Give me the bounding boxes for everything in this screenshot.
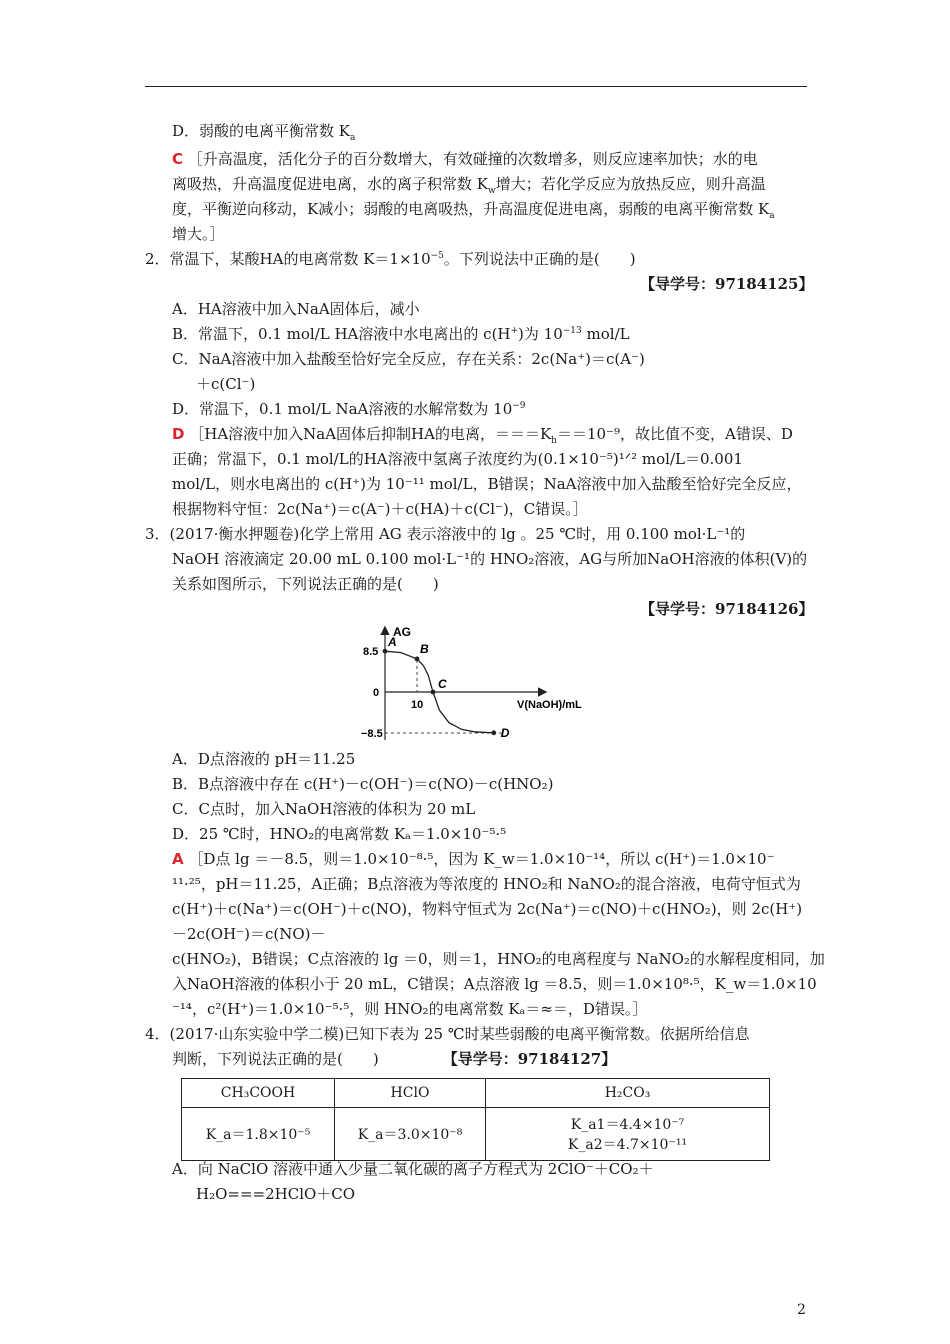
q2-option-c-cont: ＋c(Cl⁻) xyxy=(196,375,256,393)
q3-stem-line2: NaOH 溶液滴定 20.00 mL 0.100 mol·L⁻¹的 HNO₂溶液，AG与所加NaOH溶液的体积(V)的 xyxy=(172,550,808,568)
q1-explanation-line2: 离吸热，升高温度促进电离，水的离子积常数 $K_w$增大；若化学反应为放热反应，则升高温 xyxy=(172,175,766,196)
y-tick-zero: 0 xyxy=(373,687,380,699)
q4-stem-line1: 4．(2017·山东实验中学二模)已知下表为 25 ℃时某些弱酸的电离平衡常数。依据所给信息 xyxy=(145,1025,750,1043)
y-tick-top: 8.5 xyxy=(363,646,379,658)
q3-option-d: D．25 ℃时，HNO₂的电离常数 Kₐ＝1.0×10⁻⁵·⁵ xyxy=(172,825,507,843)
q3-explanation-line3: c(H⁺)＋c(Na⁺)＝c(OH⁻)＋c(NO)，物料守恒式为 2c(Na⁺)＝c(NO)＋c(HNO₂)，则 2c(H⁺) xyxy=(172,900,803,918)
table-cell-h2co3-ka2: K_a2＝4.7×10⁻¹¹ xyxy=(567,1137,688,1153)
q2-option-b: B．常温下，0.1 mol/L HA溶液中水电离出的 c(H+)为 $10^{-13}$ mol/L xyxy=(172,325,630,343)
point-D xyxy=(491,730,496,735)
point-C xyxy=(431,690,436,695)
q3-explanation-line6: 入NaOH溶液的体积小于 20 mL，C错误；A点溶液 lg ＝8.5，则＝1.0×10⁸·⁵，K_w＝1.0×10 xyxy=(172,975,817,993)
table-cell-ch3cooh-ka: K_a＝1.8×10⁻⁵ xyxy=(182,1108,335,1161)
q3-explanation-line1: A ［D点 lg ＝－8.5，则＝1.0×10⁻⁸·⁵，因为 K_w＝1.0×10⁻¹⁴，所以 c(H⁺)＝1.0×10⁻ xyxy=(172,850,775,868)
q2-explanation-line3: mol/L，则水电离出的 c(H⁺)为 10⁻¹¹ mol/L，B错误；NaA溶液中加入盐酸至恰好完全反应， xyxy=(172,475,802,493)
q1-answer-letter: C xyxy=(172,150,184,168)
point-B xyxy=(415,656,420,661)
q3-explanation-line4: －2c(OH⁻)＝c(NO)－ xyxy=(172,925,326,943)
y-axis-label: AG xyxy=(393,625,411,639)
table-cell-h2co3-ka xyxy=(486,1108,770,1161)
q3-option-c: C．C点时，加入NaOH溶液的体积为 20 mL xyxy=(172,800,476,818)
q3-stem-line1: 3．(2017·衡水押题卷)化学上常用 AG 表示溶液中的 lg 。25 ℃时，用 0.100 mol·L⁻¹的 xyxy=(145,525,746,543)
q2-explanation-line1: D ［HA溶液中加入NaA固体后抑制HA的电离，$===K_h==10^{-9}$，故比值不变，A错误、D xyxy=(172,425,793,446)
q3-explanation-line7: ⁻¹⁴，c²(H⁺)＝1.0×10⁻⁵·⁵，则 HNO₂的电离常数 Kₐ＝≈＝，D错误。］ xyxy=(172,1000,648,1018)
q3-stem-line3: 关系如图所示，下列说法正确的是( ) xyxy=(172,575,439,593)
q2-explanation-line2: 正确；常温下，0.1 mol/L的HA溶液中氢离子浓度约为(0.1×10⁻⁵)¹ᐟ² mol/L＝0.001 xyxy=(172,450,743,468)
header-rule xyxy=(145,86,807,87)
table-cell-hclo-ka: K_a＝3.0×10⁻⁸ xyxy=(335,1108,486,1161)
point-label-C: C xyxy=(438,677,447,691)
ionization-constant-table xyxy=(181,1078,770,1161)
q1-option-d: D．弱酸的电离平衡常数 $K_a$ xyxy=(172,122,356,143)
point-label-B: B xyxy=(420,641,429,656)
q2-option-a: A．HA溶液中加入NaA固体后，减小 xyxy=(172,300,420,318)
q1-explanation-line1: C ［升高温度，活化分子的百分数增大，有效碰撞的次数增多，则反应速率加快；水的电 xyxy=(172,150,758,168)
table-cell-h2co3-ka1: K_a1＝4.4×10⁻⁷ xyxy=(570,1117,685,1133)
q2-ref-number: 【导学号：97184125】 xyxy=(640,275,814,293)
q2-answer-letter: D xyxy=(172,425,185,443)
q3-option-a: A．D点溶液的 pH＝11.25 xyxy=(172,750,356,768)
table-header-h2co3: H₂CO₃ xyxy=(486,1079,770,1108)
q4-ref-number: 【导学号：97184127】 xyxy=(442,1050,617,1068)
q4-option-a: A．向 NaClO 溶液中通入少量二氧化碳的离子方程式为 2ClO⁻＋CO₂＋ xyxy=(172,1160,654,1178)
q3-option-b: B．B点溶液中存在 c(H⁺)－c(OH⁻)＝c(NO)－c(HNO₂) xyxy=(172,775,554,793)
q3-explanation-line2: ¹¹·²⁵，pH＝11.25，A正确；B点溶液为等浓度的 HNO₂和 NaNO₂的混合溶液，电荷守恒式为 xyxy=(172,875,801,893)
q2-option-c: C．NaA溶液中加入盐酸至恰好完全反应，存在关系：2c(Na⁺)＝c(A⁻) xyxy=(172,350,645,368)
q1-explanation-line4: 增大。］ xyxy=(172,225,225,243)
page-number: 2 xyxy=(797,1302,806,1318)
y-tick-bottom: −8.5 xyxy=(361,728,383,740)
point-A xyxy=(383,649,388,654)
x-axis-label: V(NaOH)/mL xyxy=(517,699,582,711)
q3-ref-number: 【导学号：97184126】 xyxy=(640,600,814,618)
table-header-ch3cooh: CH₃COOH xyxy=(182,1079,335,1108)
ag-titration-chart xyxy=(355,622,605,746)
x-tick-10: 10 xyxy=(411,699,424,711)
q2-explanation-line4: 根据物料守恒：2c(Na⁺)＝c(A⁻)＋c(HA)＋c(Cl⁻)，C错误。］ xyxy=(172,500,588,518)
q3-answer-letter: A xyxy=(172,850,184,868)
q3-explanation-line5: c(HNO₂)，B错误；C点溶液的 lg ＝0，则＝1，HNO₂的电离程度与 NaNO₂的水解程度相同，加 xyxy=(172,950,825,968)
q4-option-a-cont: H₂O===2HClO＋CO xyxy=(196,1185,356,1203)
q2-stem: 2．常温下，某酸HA的电离常数 $K=1\times 10^{-5}$。下列说法中正确的是( ) xyxy=(145,250,636,268)
q2-option-d: D．常温下，0.1 mol/L NaA溶液的水解常数为 $10^{-9}$ xyxy=(172,400,526,418)
q4-stem-line2: 判断，下列说法正确的是( ) 【导学号：97184127】 xyxy=(172,1050,617,1068)
table-header-hclo: HClO xyxy=(335,1079,486,1108)
point-label-D: D xyxy=(500,725,510,740)
point-label-A: A xyxy=(388,635,397,650)
q1-explanation-line3: 度，平衡逆向移动，K减小；弱酸的电离吸热，升高温度促进电离，弱酸的电离平衡常数 $K_a$ xyxy=(172,200,775,221)
